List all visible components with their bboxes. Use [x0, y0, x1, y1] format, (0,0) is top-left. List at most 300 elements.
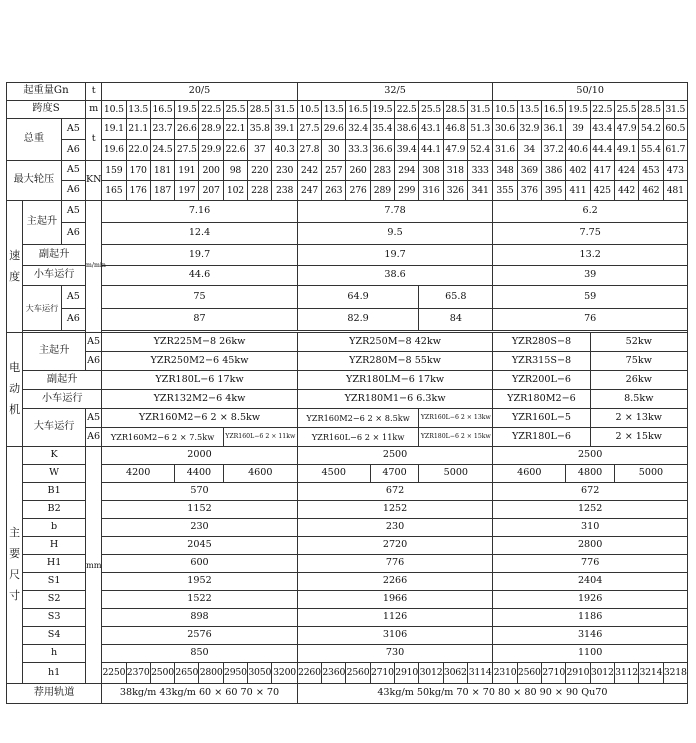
wheel-load-cell: 170: [126, 161, 150, 181]
motor-aux-hoist-label: 副起升: [23, 371, 102, 390]
motor-cell: YZR160M2−6 2 × 8.5kw: [297, 409, 419, 428]
weight-cell: 44.4: [590, 140, 614, 161]
dim-cell: 2910: [395, 663, 419, 684]
motor-cell: YZR180L−6: [493, 428, 590, 447]
speed-cell: 12.4: [102, 223, 298, 245]
dim-cell: 3050: [248, 663, 272, 684]
weight-cell: 40.6: [566, 140, 590, 161]
dim-cell: 2000: [102, 447, 298, 465]
dim-cell: 3114: [467, 663, 492, 684]
wheel-load-cell: 283: [370, 161, 394, 181]
span-cell: 16.5: [541, 101, 565, 119]
dim-cell: 2720: [297, 537, 493, 555]
motor-cell: YZR280S−8: [493, 333, 590, 352]
speed-cell: 38.6: [297, 266, 493, 286]
dim-row-k: [7, 447, 688, 465]
wheel-load-cell: 294: [395, 161, 419, 181]
wheel-load-cell: 247: [297, 181, 321, 201]
wheel-load-unit: KN: [86, 161, 102, 201]
motor-cell: YZR160L−6 2 × 11kw: [297, 428, 419, 447]
span-cell: 19.5: [370, 101, 394, 119]
grade-label: A5: [86, 333, 102, 352]
weight-cell: 19.1: [102, 119, 126, 140]
motor-cell: YZR160M2−6 2 × 7.5kw: [102, 428, 224, 447]
span-cell: 22.5: [395, 101, 419, 119]
motor-crane-label: 大车运行: [23, 409, 86, 447]
wheel-load-cell: 376: [517, 181, 541, 201]
speed-cell: 76: [493, 309, 688, 331]
span-cell: 13.5: [126, 101, 150, 119]
dim-row-s4: [7, 627, 688, 645]
weight-cell: 54.2: [639, 119, 663, 140]
dim-cell: 2404: [493, 573, 688, 591]
dim-label: K: [23, 447, 86, 465]
weight-cell: 30: [322, 140, 346, 161]
weight-cell: 35.8: [248, 119, 272, 140]
span-cell: 31.5: [272, 101, 297, 119]
dim-row-s1: [7, 573, 688, 591]
motor-trolley-label: 小车运行: [23, 390, 102, 409]
dim-label: h1: [23, 663, 86, 684]
dim-cell: 3062: [443, 663, 467, 684]
dim-row-s2: [7, 591, 688, 609]
motor-cell: 75kw: [590, 352, 687, 371]
dim-cell: 2500: [150, 663, 174, 684]
dim-row-h-lower: [7, 645, 688, 663]
grade-label: A6: [61, 309, 85, 331]
wheel-load-cell: 242: [297, 161, 321, 181]
span-label: 跨度S: [7, 101, 86, 119]
grade-label: A5: [61, 161, 85, 181]
wheel-load-cell: 299: [395, 181, 419, 201]
span-cell: 19.5: [566, 101, 590, 119]
wheel-load-cell: 386: [541, 161, 565, 181]
span-row: [7, 101, 688, 119]
dim-cell: 1522: [102, 591, 298, 609]
motor-cell: YZR250M−8 42kw: [297, 333, 493, 352]
wheel-load-cell: 369: [517, 161, 541, 181]
dim-cell: 2560: [346, 663, 370, 684]
dim-cell: 230: [102, 519, 298, 537]
speed-cell: 19.7: [102, 245, 298, 266]
grade-label: A5: [86, 409, 102, 428]
wheel-load-cell: 308: [419, 161, 443, 181]
weight-cell: 44.1: [419, 140, 443, 161]
span-cell: 13.5: [517, 101, 541, 119]
dim-row-h1-upper: [7, 555, 688, 573]
dim-cell: 3106: [297, 627, 493, 645]
wheel-load-cell: 316: [419, 181, 443, 201]
dim-label: S4: [23, 627, 86, 645]
wheel-load-cell: 481: [663, 181, 687, 201]
wheel-load-cell: 462: [639, 181, 663, 201]
dim-cell: 2500: [493, 447, 688, 465]
wheel-load-cell: 200: [199, 161, 223, 181]
speed-cell: 59: [493, 286, 688, 309]
speed-crane-a6: [7, 309, 688, 331]
dim-cell: 898: [102, 609, 298, 627]
grade-label: A6: [61, 140, 85, 161]
wheel-load-cell: 238: [272, 181, 297, 201]
speed-cell: 82.9: [297, 309, 419, 331]
weight-cell: 36.6: [370, 140, 394, 161]
motor-main-hoist-label: 主起升: [23, 333, 86, 371]
weight-cell: 51.3: [467, 119, 492, 140]
weight-cell: 33.3: [346, 140, 370, 161]
dim-cell: 3146: [493, 627, 688, 645]
speed-aux-hoist: [7, 245, 688, 266]
weight-label: 总重: [7, 119, 62, 161]
weight-cell: 39.1: [272, 119, 297, 140]
speed-cell: 19.7: [297, 245, 493, 266]
speed-cell: 65.8: [419, 286, 493, 309]
span-cell: 10.5: [102, 101, 126, 119]
motor-cell: 2 × 13kw: [590, 409, 687, 428]
grade-label: A6: [86, 352, 102, 371]
wheel-load-cell: 424: [614, 161, 638, 181]
weight-cell: 55.4: [639, 140, 663, 161]
dim-label: S2: [23, 591, 86, 609]
speed-cell: 64.9: [297, 286, 419, 309]
dim-cell: 730: [297, 645, 493, 663]
weight-cell: 43.4: [590, 119, 614, 140]
wheel-load-cell: 257: [322, 161, 346, 181]
capacity-group: 50/10: [493, 83, 688, 101]
dim-cell: 570: [102, 483, 298, 501]
dim-cell: 672: [297, 483, 493, 501]
dim-cell: 600: [102, 555, 298, 573]
dim-cell: 2910: [566, 663, 590, 684]
wheel-load-cell: 159: [102, 161, 126, 181]
dim-row-b: [7, 519, 688, 537]
dim-label: H: [23, 537, 86, 555]
span-cell: 28.5: [248, 101, 272, 119]
dim-cell: 3214: [639, 663, 663, 684]
dim-cell: 310: [493, 519, 688, 537]
wheel-load-cell: 341: [467, 181, 492, 201]
dim-cell: 2710: [541, 663, 565, 684]
wheel-load-cell: 176: [126, 181, 150, 201]
dim-cell: 1186: [493, 609, 688, 627]
speed-cell: 44.6: [102, 266, 298, 286]
span-cell: 31.5: [467, 101, 492, 119]
dim-cell: 2650: [175, 663, 199, 684]
motor-crane-a6: [7, 428, 688, 447]
dim-cell: 4800: [566, 465, 615, 483]
dim-cell: 2360: [322, 663, 346, 684]
span-cell: 16.5: [346, 101, 370, 119]
wheel-load-cell: 197: [175, 181, 199, 201]
motor-trolley: [7, 390, 688, 409]
wheel-load-cell: 453: [639, 161, 663, 181]
dim-cell: 2950: [223, 663, 247, 684]
weight-cell: 37.2: [541, 140, 565, 161]
wheel-load-cell: 181: [150, 161, 174, 181]
motor-cell: YZR250M2−6 45kw: [102, 352, 298, 371]
span-cell: 10.5: [297, 101, 321, 119]
weight-cell: 46.8: [443, 119, 467, 140]
speed-crane-a5: [7, 286, 688, 309]
dim-cell: 3218: [663, 663, 687, 684]
span-cell: 25.5: [614, 101, 638, 119]
crane-spec-table: [6, 82, 688, 704]
dim-cell: 4200: [102, 465, 175, 483]
dim-cell: 1252: [297, 501, 493, 519]
motor-cell: YZR160M2−6 2 × 8.5kw: [102, 409, 298, 428]
speed-trolley-label: 小车运行: [23, 266, 86, 286]
wheel-load-cell: 228: [248, 181, 272, 201]
dim-cell: 1926: [493, 591, 688, 609]
dim-cell: 2045: [102, 537, 298, 555]
wheel-load-cell: 191: [175, 161, 199, 181]
dim-cell: 4700: [370, 465, 419, 483]
weight-cell: 22.1: [223, 119, 247, 140]
motor-cell: YZR160L−6 2 × 13kw: [419, 409, 493, 428]
motor-cell: YZR180M1−6 6.3kw: [297, 390, 493, 409]
speed-section-label: 速度: [7, 201, 23, 333]
dim-cell: 2260: [297, 663, 321, 684]
dim-row-b1: [7, 483, 688, 501]
wheel-load-cell: 187: [150, 181, 174, 201]
motor-cell: 2 × 15kw: [590, 428, 687, 447]
speed-cell: 7.75: [493, 223, 688, 245]
speed-cell: 84: [419, 309, 493, 331]
weight-cell: 24.5: [150, 140, 174, 161]
grade-label: A5: [61, 119, 85, 140]
motor-cell: YZR180L−6 2 × 15kw: [419, 428, 493, 447]
weight-cell: 47.9: [614, 119, 638, 140]
motor-cell: YZR315S−8: [493, 352, 590, 371]
capacity-row: [7, 83, 688, 101]
dim-cell: 1100: [493, 645, 688, 663]
speed-cell: 13.2: [493, 245, 688, 266]
dim-cell: 1126: [297, 609, 493, 627]
dim-cell: 2250: [102, 663, 126, 684]
dim-cell: 1252: [493, 501, 688, 519]
weight-cell: 19.6: [102, 140, 126, 161]
speed-cell: 9.5: [297, 223, 493, 245]
dim-cell: 2576: [102, 627, 298, 645]
speed-cell: 7.78: [297, 201, 493, 223]
wheel-load-cell: 263: [322, 181, 346, 201]
dim-row-b2: [7, 501, 688, 519]
dim-cell: 2310: [493, 663, 517, 684]
weight-cell: 35.4: [370, 119, 394, 140]
wheel-load-cell: 260: [346, 161, 370, 181]
wheel-load-cell: 348: [493, 161, 517, 181]
weight-row-a5: [7, 119, 688, 140]
dim-cell: 776: [297, 555, 493, 573]
weight-cell: 52.4: [467, 140, 492, 161]
weight-cell: 32.4: [346, 119, 370, 140]
speed-cell: 6.2: [493, 201, 688, 223]
dimensions-section-label: 主要尺寸: [7, 447, 23, 684]
weight-cell: 26.6: [175, 119, 199, 140]
dim-cell: 850: [102, 645, 298, 663]
grade-label: A5: [61, 201, 85, 223]
dim-label: S3: [23, 609, 86, 627]
span-unit: m: [86, 101, 102, 119]
grade-label: A6: [86, 428, 102, 447]
speed-cell: 87: [102, 309, 298, 331]
span-cell: 16.5: [150, 101, 174, 119]
dim-label: h: [23, 645, 86, 663]
motor-cell: YZR160L−6 2 × 11kw: [223, 428, 297, 447]
wheel-load-cell: 326: [443, 181, 467, 201]
weight-cell: 28.9: [199, 119, 223, 140]
motor-main-hoist-a6: [7, 352, 688, 371]
motor-aux-hoist: [7, 371, 688, 390]
weight-cell: 34: [517, 140, 541, 161]
capacity-unit: t: [86, 83, 102, 101]
dim-label: H1: [23, 555, 86, 573]
weight-cell: 60.5: [663, 119, 687, 140]
wheel-load-cell: 355: [493, 181, 517, 201]
dim-cell: 4600: [493, 465, 566, 483]
dim-cell: 776: [493, 555, 688, 573]
weight-cell: 21.1: [126, 119, 150, 140]
span-cell: 22.5: [590, 101, 614, 119]
weight-cell: 40.3: [272, 140, 297, 161]
span-cell: 22.5: [199, 101, 223, 119]
motor-cell: 26kw: [590, 371, 687, 390]
wheel-load-cell: 165: [102, 181, 126, 201]
rail-label: 荐用轨道: [7, 684, 102, 704]
dim-cell: 4500: [297, 465, 370, 483]
rail-row: [7, 684, 688, 704]
motor-section-label: 电动机: [7, 333, 23, 447]
dim-cell: 4600: [223, 465, 297, 483]
motor-cell: YZR180L−6 17kw: [102, 371, 298, 390]
speed-cell: 39: [493, 266, 688, 286]
dim-cell: 5000: [419, 465, 493, 483]
span-cell: 13.5: [322, 101, 346, 119]
wheel-load-cell: 442: [614, 181, 638, 201]
wheel-load-cell: 395: [541, 181, 565, 201]
motor-cell: YZR160L−5: [493, 409, 590, 428]
speed-cell: 75: [102, 286, 298, 309]
dim-cell: 2266: [297, 573, 493, 591]
wheel-load-cell: 417: [590, 161, 614, 181]
rail-cell: 43kg/m 50kg/m 70 × 70 80 × 80 90 × 90 Qu70: [297, 684, 687, 704]
span-cell: 25.5: [419, 101, 443, 119]
dim-cell: 2560: [517, 663, 541, 684]
motor-main-hoist-a5: [7, 333, 688, 352]
wheel-load-cell: 425: [590, 181, 614, 201]
speed-unit: m/min: [86, 201, 102, 333]
dim-cell: 3112: [614, 663, 638, 684]
dim-label: B1: [23, 483, 86, 501]
dim-cell: 5000: [614, 465, 687, 483]
dim-row-h1-lower: [7, 663, 688, 684]
dim-cell: 3012: [419, 663, 443, 684]
dim-cell: 230: [297, 519, 493, 537]
dim-cell: 2800: [199, 663, 223, 684]
speed-main-hoist-a6: [7, 223, 688, 245]
dim-cell: 4400: [175, 465, 224, 483]
capacity-label: 起重量Gn: [7, 83, 86, 101]
capacity-group: 32/5: [297, 83, 493, 101]
wheel-load-cell: 102: [223, 181, 247, 201]
weight-cell: 29.9: [199, 140, 223, 161]
motor-cell: YZR225M−8 26kw: [102, 333, 298, 352]
grade-label: A6: [61, 181, 85, 201]
wheel-load-cell: 333: [467, 161, 492, 181]
dim-cell: 2710: [370, 663, 394, 684]
wheel-load-row-a6: [7, 181, 688, 201]
weight-cell: 22.6: [223, 140, 247, 161]
rail-cell: 38kg/m 43kg/m 60 × 60 70 × 70: [102, 684, 298, 704]
span-cell: 25.5: [223, 101, 247, 119]
weight-cell: 39: [566, 119, 590, 140]
speed-aux-hoist-label: 副起升: [23, 245, 86, 266]
weight-cell: 43.1: [419, 119, 443, 140]
motor-crane-a5: [7, 409, 688, 428]
span-cell: 28.5: [443, 101, 467, 119]
wheel-load-cell: 473: [663, 161, 687, 181]
motor-cell: 52kw: [590, 333, 687, 352]
dim-label: B2: [23, 501, 86, 519]
dimensions-unit: mm: [86, 447, 102, 684]
weight-cell: 30.6: [493, 119, 517, 140]
crane-spec-sheet: [6, 82, 688, 704]
wheel-load-cell: 207: [199, 181, 223, 201]
weight-cell: 49.1: [614, 140, 638, 161]
dim-cell: 672: [493, 483, 688, 501]
motor-cell: YZR180M2−6: [493, 390, 590, 409]
speed-main-hoist-a5: [7, 201, 688, 223]
speed-trolley: [7, 266, 688, 286]
span-cell: 31.5: [663, 101, 687, 119]
dim-row-h-upper: [7, 537, 688, 555]
span-cell: 28.5: [639, 101, 663, 119]
dim-row-w: [7, 465, 688, 483]
motor-cell: YZR280M−8 55kw: [297, 352, 493, 371]
wheel-load-cell: 98: [223, 161, 247, 181]
speed-crane-label: 大车运行: [23, 286, 62, 331]
weight-cell: 23.7: [150, 119, 174, 140]
motor-cell: 8.5kw: [590, 390, 687, 409]
grade-label: A6: [61, 223, 85, 245]
weight-cell: 27.5: [297, 119, 321, 140]
speed-main-hoist-label: 主起升: [23, 201, 62, 245]
weight-unit: t: [86, 119, 102, 161]
weight-cell: 47.9: [443, 140, 467, 161]
motor-cell: YZR200L−6: [493, 371, 590, 390]
wheel-load-cell: 276: [346, 181, 370, 201]
weight-cell: 31.6: [493, 140, 517, 161]
dim-cell: 3012: [590, 663, 614, 684]
dim-cell: 2800: [493, 537, 688, 555]
weight-cell: 37: [248, 140, 272, 161]
wheel-load-cell: 411: [566, 181, 590, 201]
wheel-load-cell: 318: [443, 161, 467, 181]
weight-cell: 27.5: [175, 140, 199, 161]
weight-cell: 27.8: [297, 140, 321, 161]
dim-label: b: [23, 519, 86, 537]
span-cell: 19.5: [175, 101, 199, 119]
grade-label: A5: [61, 286, 85, 309]
wheel-load-cell: 220: [248, 161, 272, 181]
weight-cell: 32.9: [517, 119, 541, 140]
wheel-load-cell: 289: [370, 181, 394, 201]
weight-cell: 38.6: [395, 119, 419, 140]
motor-cell: YZR132M2−6 4kw: [102, 390, 298, 409]
weight-cell: 61.7: [663, 140, 687, 161]
weight-cell: 36.1: [541, 119, 565, 140]
dim-row-s3: [7, 609, 688, 627]
dim-label: W: [23, 465, 86, 483]
